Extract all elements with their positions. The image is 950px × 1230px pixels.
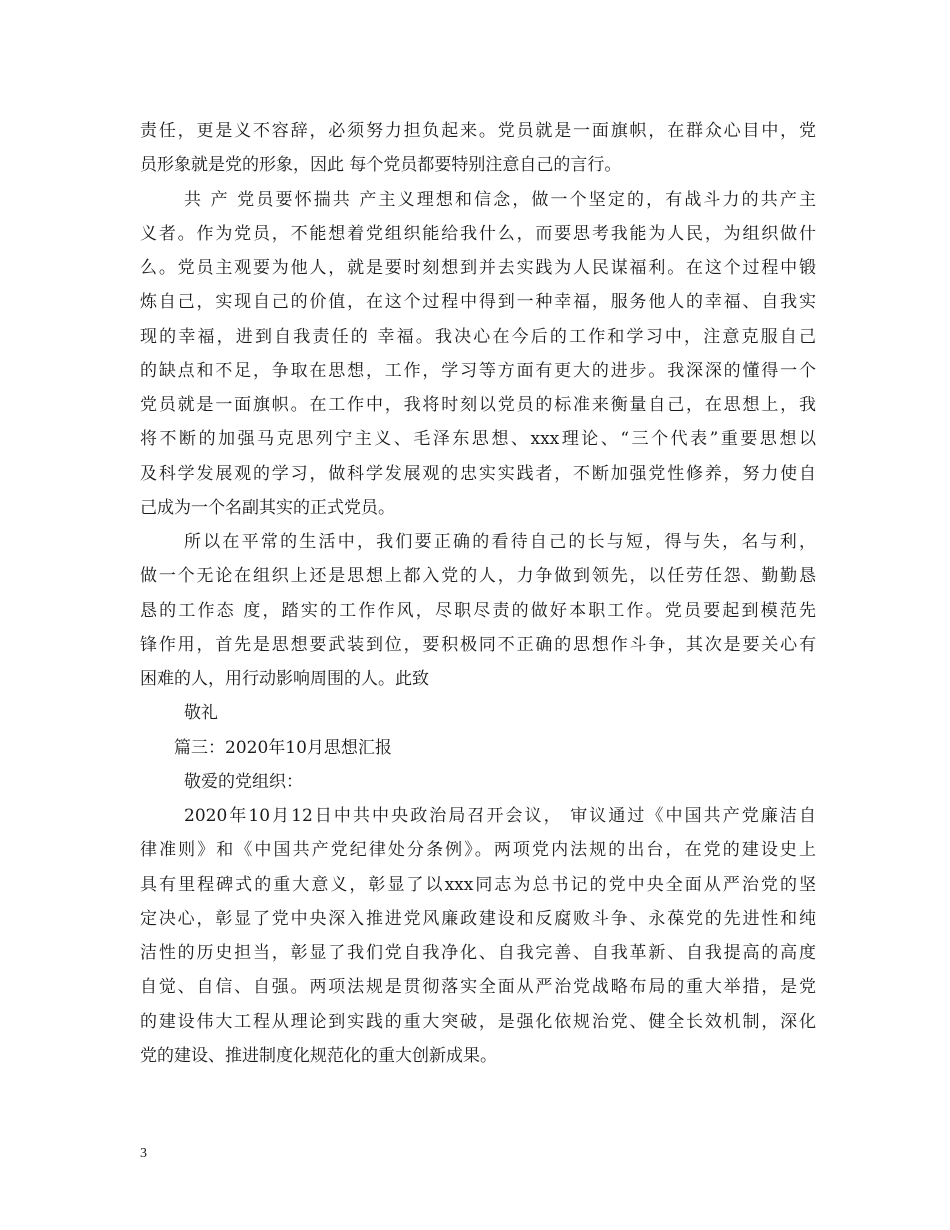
text-line: 共 产 党员要怀揣共 产主义理想和信念，做一个坚定的，有战斗力的共产主 xyxy=(184,189,816,210)
text-line: 义者。作为党员，不能想着党组织能给我什么，而要思考我能为人民，为组织做什 xyxy=(140,223,816,244)
text-line: 员形象就是党的形象，因此 每个党员都要特别注意自己的言行。 xyxy=(140,155,622,176)
text-line: 自觉、自信、自强。两项法规是贯彻落实全面从严治党战略布局的重大举措，是党 xyxy=(140,977,816,998)
text-line: 困难的人，用行动影响周围的人。此致 xyxy=(140,669,429,689)
page-number: 3 xyxy=(140,1146,147,1161)
text-line: 恳的工作态 度，踏实的工作作风，尽职尽责的做好本职工作。党员要起到模范先 xyxy=(140,600,816,621)
text-line: 的缺点和不足，争取在思想，工作，学习等方面有更大的进步。我深深的懂得一个 xyxy=(140,360,816,381)
text-line: 党员就是一面旗帜。在工作中，我将时刻以党员的标准来衡量自己，在思想上，我 xyxy=(140,395,816,415)
paragraph xyxy=(140,525,816,696)
text-line: 的建设伟大工程从理论到实践的重大突破，是强化依规治党、健全长效机制，深化 xyxy=(140,1011,816,1032)
text-line: 2020年10月12日中共中央政治局召开会议， 审议通过《中国共产党廉洁自 xyxy=(184,806,816,826)
text-line: 定决心，彰显了党中央深入推进党风廉政建设和反腐败斗争、永葆党的先进性和纯 xyxy=(140,908,816,929)
text-line: 做一个无论在组织上还是思想上都入党的人，力争做到领先，以任劳任怨、勤勤恳 xyxy=(140,566,816,587)
paragraph xyxy=(140,114,816,183)
text-line: 敬爱的党组织： xyxy=(184,771,303,792)
paragraph xyxy=(140,731,816,765)
text-line: 炼自己，实现自己的价值，在这个过程中得到一种幸福，服务他人的幸福、自我实 xyxy=(140,292,816,313)
text-line: 么。党员主观要为他人，就是要时刻想到并去实践为人民谋福利。在这个过程中锻 xyxy=(140,258,816,278)
paragraph xyxy=(140,765,816,799)
document-body xyxy=(140,114,816,1073)
text-line: 责任，更是义不容辞，必须努力担负起来。党员就是一面旗帜，在群众心目中，党 xyxy=(140,121,816,141)
paragraph xyxy=(140,696,816,730)
text-line: 将不断的加强马克思列宁主义、毛泽东思想、xxx理论、“三个代表”重要思想以 xyxy=(140,429,816,450)
paragraph xyxy=(140,183,816,526)
text-line: 律准则》和《中国共产党纪律处分条例》。两项党内法规的出台，在党的建设史上 xyxy=(140,840,816,861)
text-line: 具有里程碑式的重大意义，彰显了以xxx同志为总书记的党中央全面从严治党的坚 xyxy=(140,874,816,895)
text-line: 锋作用，首先是思想要武装到位，要积极同不正确的思想作斗争，其次是要关心有 xyxy=(140,634,816,655)
text-line: 现的幸福，进到自我责任的 幸福。我决心在今后的工作和学习中，注意克服自己 xyxy=(140,326,816,347)
text-line: 己成为一个名副其实的正式党员。 xyxy=(140,497,395,518)
text-line: 及科学发展观的学习，做科学发展观的忠实实践者，不断加强党性修养，努力使自 xyxy=(140,463,816,484)
text-line: 洁性的历史担当，彰显了我们党自我净化、自我完善、自我革新、自我提高的高度 xyxy=(140,943,816,963)
paragraph xyxy=(140,799,816,1073)
text-line: 党的建设、推进制度化规范化的重大创新成果。 xyxy=(140,1045,497,1066)
text-line: 所以在平常的生活中，我们要正确的看待自己的长与短，得与失，名与利， xyxy=(184,532,816,552)
text-line: 敬礼 xyxy=(184,703,218,724)
text-line: 篇三：2020年10月思想汇报 xyxy=(174,737,392,758)
